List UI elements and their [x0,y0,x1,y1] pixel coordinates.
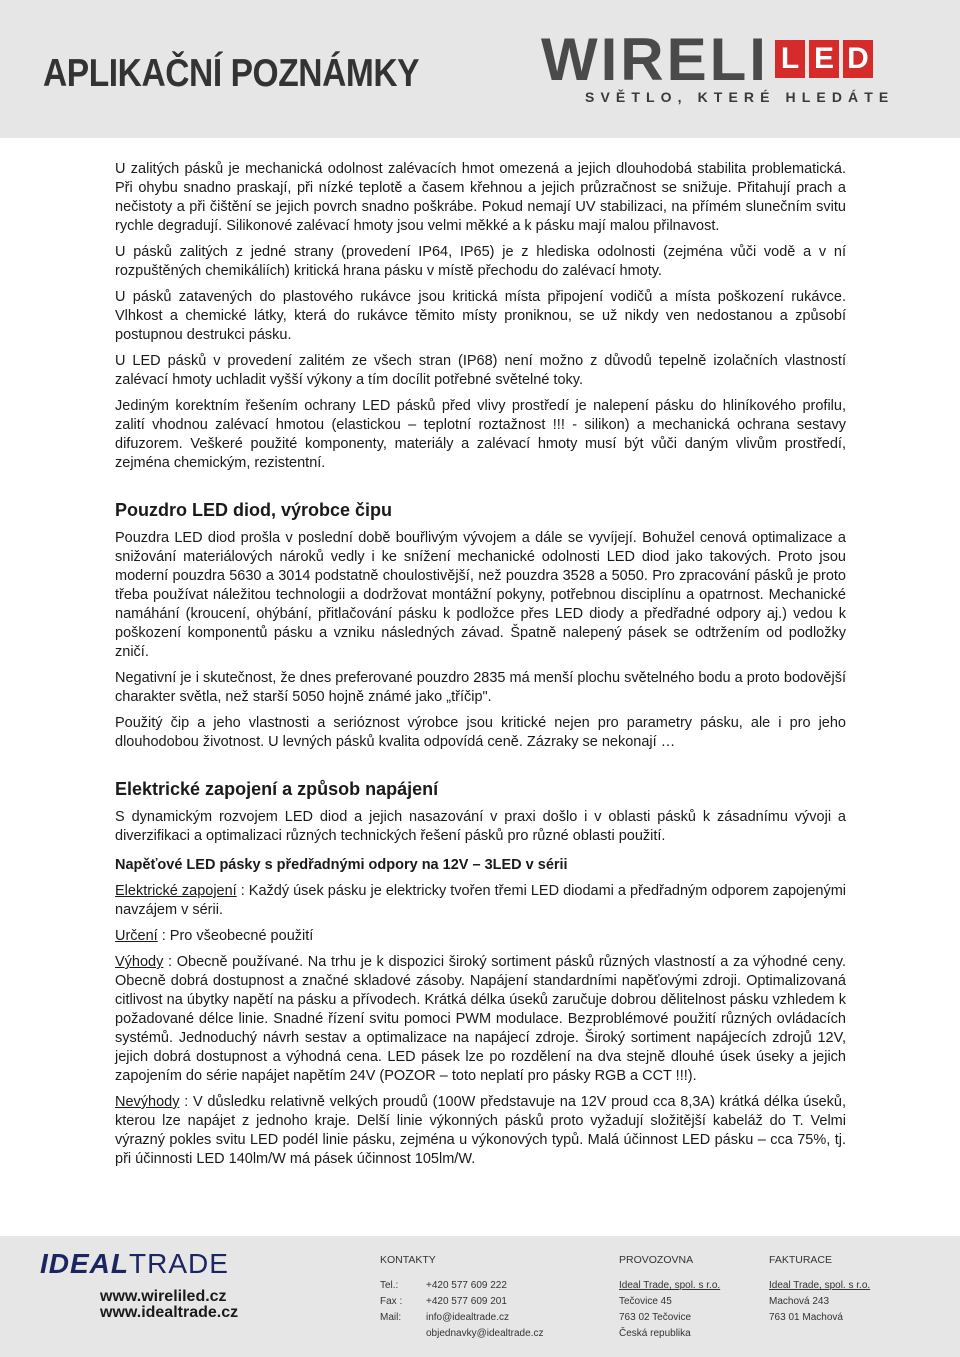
urceni-label: Určení [115,928,158,944]
mail-label: Mail: [380,1312,402,1323]
paragraph: S dynamickým rozvojem LED diod a jejich nasazování v praxi došlo i v oblasti pásků k zásadnímu vývoji a diverzifikaci a optimalizaci různých technických řešení pásků pro různé oblasti použití. [115,809,846,844]
paragraph: U zalitých pásků je mechanická odolnost zalévacích hmot omezená a jejich dlouhodobá stabilita problematická. Při ohybu snadno praskají, při nízké teplotě a časem křehnou a jejich průzračnost se snižuje. Přitahují prach a nečistoty a při čištění se jejich povrch snadno poškrábe. Pokud nemají UV stabilizaci, na přímém slunečním svitu rychle degradují. Silikonové zalévací hmoty jsou velmi měkké a k pásku mají malou přilnavost. [115,161,846,234]
website-link-idealtrade[interactable]: www.idealtrade.cz [100,1304,239,1321]
document-body [115,160,846,1176]
paragraph: Pouzdra LED diod prošla v poslední době bouřlivým vývojem a dále se vyvíjejí. Bohužel cenová optimalizace a snižování materiálových nároků vedly i ke snížení mechanické odolnosti LED diod jako takových. Proto jsou moderní pouzdra 5630 a 3014 podstatně choulostivější, než pouzdra 3528 a 5050. Pro zpracování pásků je proto třeba používat náležitou technologii a dodržovat montážní pokyny, potřebnou disciplínu a opatrnost. Mechanické namáhání (kroucení, ohýbání, přitlačování pásku k podložce přes LED diody a předřadné odpory aj.) vedou k poškození komponentů pásku a vzniku následných závad. Špatně nalepený pásek se odtržením od podložky zničí. [115,530,846,660]
idealtrade-logo-bold: IDEAL [40,1248,129,1279]
fakturace-company: Ideal Trade, spol. s r.o. [769,1280,871,1291]
zapojeni-paragraph [115,882,846,920]
website-link-wireliled[interactable]: www.wireliled.cz [100,1288,227,1305]
paragraph: Použitý čip a jeho vlastnosti a serióznost výrobce jsou kritické nejen pro parametry pásku, ale i pro jeho dlouhodobou životnost. U levných pásků kvalita odpovídá ceně. Zázraky se nekonají … [115,715,846,750]
fax-number: +420 577 609 201 [426,1296,507,1307]
vyhody-label: Výhody [115,954,164,970]
zapojeni-text: : Každý úsek pásku je elektricky tvořen třemi LED diodami a předřadným odporem zapojenými navzájem v sérii. [115,883,846,918]
paragraph: U pásků zalitých z jedné strany (provedení IP64, IP65) je z hlediska odolnosti (zejména vůči vodě a v ní rozpuštěných chemikáliích) kritická hrana pásku v místě přechodu do zalévací hmoty. [115,244,846,279]
led-logo-letter-e: E [809,40,839,78]
contacts-column [380,1254,543,1344]
phone-label: Tel.: [380,1280,399,1291]
nevyhody-text: : V důsledku relativně velkých proudů (100W představuje na 12V proud cca 8,3A) krátká délka úseků, kterou lze napájet z jednoho kraje. Delší linie výkonných pásků proto vyžadují složitější kabeláž do T. Velmi výrazný pokles svitu LED podél linie pásku, zejména u výkonových typů. Malá účinnost LED pásku – cca 75%, tj. při účinnosti LED 140lm/W má pásek účinnost 105lm/W. [115,1094,846,1167]
paragraph: U LED pásků v provedení zalitém ze všech stran (IP68) není možno z důvodů tepelně izolačních vlastností zalévací hmoty uchladit vyšší výkony a tím docílit potřebné světelné toky. [115,353,846,388]
subsection-heading-napetove-pasky: Napěťové LED pásky s předřadnými odpory na 12V – 3LED v sérii [115,857,568,873]
vyhody-text: : Obecně používané. Na trhu je k dispozici široký sortiment pásků různých vlastností a za výhodné ceny. Obecně dobrá dostupnost a značné skladové zásoby. Napájení standardními napěťovými zdroji. Optimalizovaná citlivost na úbytky napětí na pásku a přívodech. Krátká délka úseků zaručuje dobrou dělitelnost pásku vzhledem k požadované délce linie. Snadné řízení svitu pomoci PWM modulace. Bezproblémové použití různých ovládacích systémů. Jednoduchý návrh sestav a optimalizace na napájecí zdroje. Široký sortiment napájecích zdrojů 12V, jejich dobrá dostupnost a výhodná cena. LED pásek lze po rozdělení na dva stejně dlouhé úsek úseky a jejich zapojením do série napájet napětím 24V (POZOR – toto neplatí pro pásky RGB a CCT !!!). [115,954,846,1084]
paragraph: Jediným korektním řešením ochrany LED pásků před vlivy prostředí je nalepení pásku do hliníkového profilu, zalití vhodnou zalévací hmotou (elastickou – teplotní roztažnost !!! - silikon) a mechanická ochrana sestavy difuzorem. Veškeré použité komponenty, materiály a zalévací hmoty musí být vůči daným vlivům prostředí, zejména chemickým, rezistentní. [115,398,846,471]
provozovna-street: Tečovice 45 [619,1296,672,1307]
idealtrade-logo [40,1248,229,1280]
page-header [0,0,960,138]
page-footer [0,1236,960,1357]
wireli-logo-wordmark: WIRELI [541,26,769,93]
email-orders[interactable]: objednavky@idealtrade.cz [426,1328,544,1339]
nevyhody-paragraph [115,1093,846,1169]
led-logo-badge [775,40,873,78]
fakturace-heading: FAKTURACE [769,1254,833,1266]
logo-slogan: SVĚTLO, KTERÉ HLEDÁTE [585,89,895,105]
urceni-paragraph [115,927,846,946]
vyhody-paragraph [115,953,846,1086]
nevyhody-label: Nevýhody [115,1094,180,1110]
provozovna-country: Česká republika [619,1328,691,1339]
contacts-heading: KONTAKTY [380,1254,436,1266]
urceni-text: : Pro všeobecné použití [157,928,314,944]
fax-label: Fax : [380,1296,403,1307]
document-title: APLIKAČNÍ POZNÁMKY [43,52,420,95]
led-logo-letter-l: L [775,40,805,78]
fakturace-column [769,1254,870,1328]
provozovna-column [619,1254,720,1344]
provozovna-city: 763 02 Tečovice [619,1312,692,1323]
phone-number: +420 577 609 222 [426,1280,507,1291]
fakturace-street: Machová 243 [769,1296,830,1307]
led-logo-letter-d: D [843,40,873,78]
section-heading-pouzdro: Pouzdro LED diod, výrobce čipu [115,500,393,520]
provozovna-company: Ideal Trade, spol. s r.o. [619,1280,721,1291]
fakturace-city: 763 01 Machová [769,1312,843,1323]
provozovna-heading: PROVOZOVNA [619,1254,694,1266]
idealtrade-logo-rest: TRADE [129,1248,229,1279]
zapojeni-label: Elektrické zapojení [115,883,237,899]
section-heading-elektricke-zapojeni: Elektrické zapojení a způsob napájení [115,779,439,799]
paragraph: U pásků zatavených do plastového rukávce jsou kritická místa připojení vodičů a místa poškození rukávce. Vlhkost a chemické látky, která do rukávce těmito místy proniknou, se už nikdy ven nedostanou a způsobí postupnou destrukci pásku. [115,289,846,343]
email-info[interactable]: info@idealtrade.cz [426,1312,509,1323]
paragraph: Negativní je i skutečnost, že dnes preferované pouzdro 2835 má menší plochu světelného bodu a proto bodovější charakter světla, než starší 5050 hojně známé jako „tříčip". [115,670,846,705]
